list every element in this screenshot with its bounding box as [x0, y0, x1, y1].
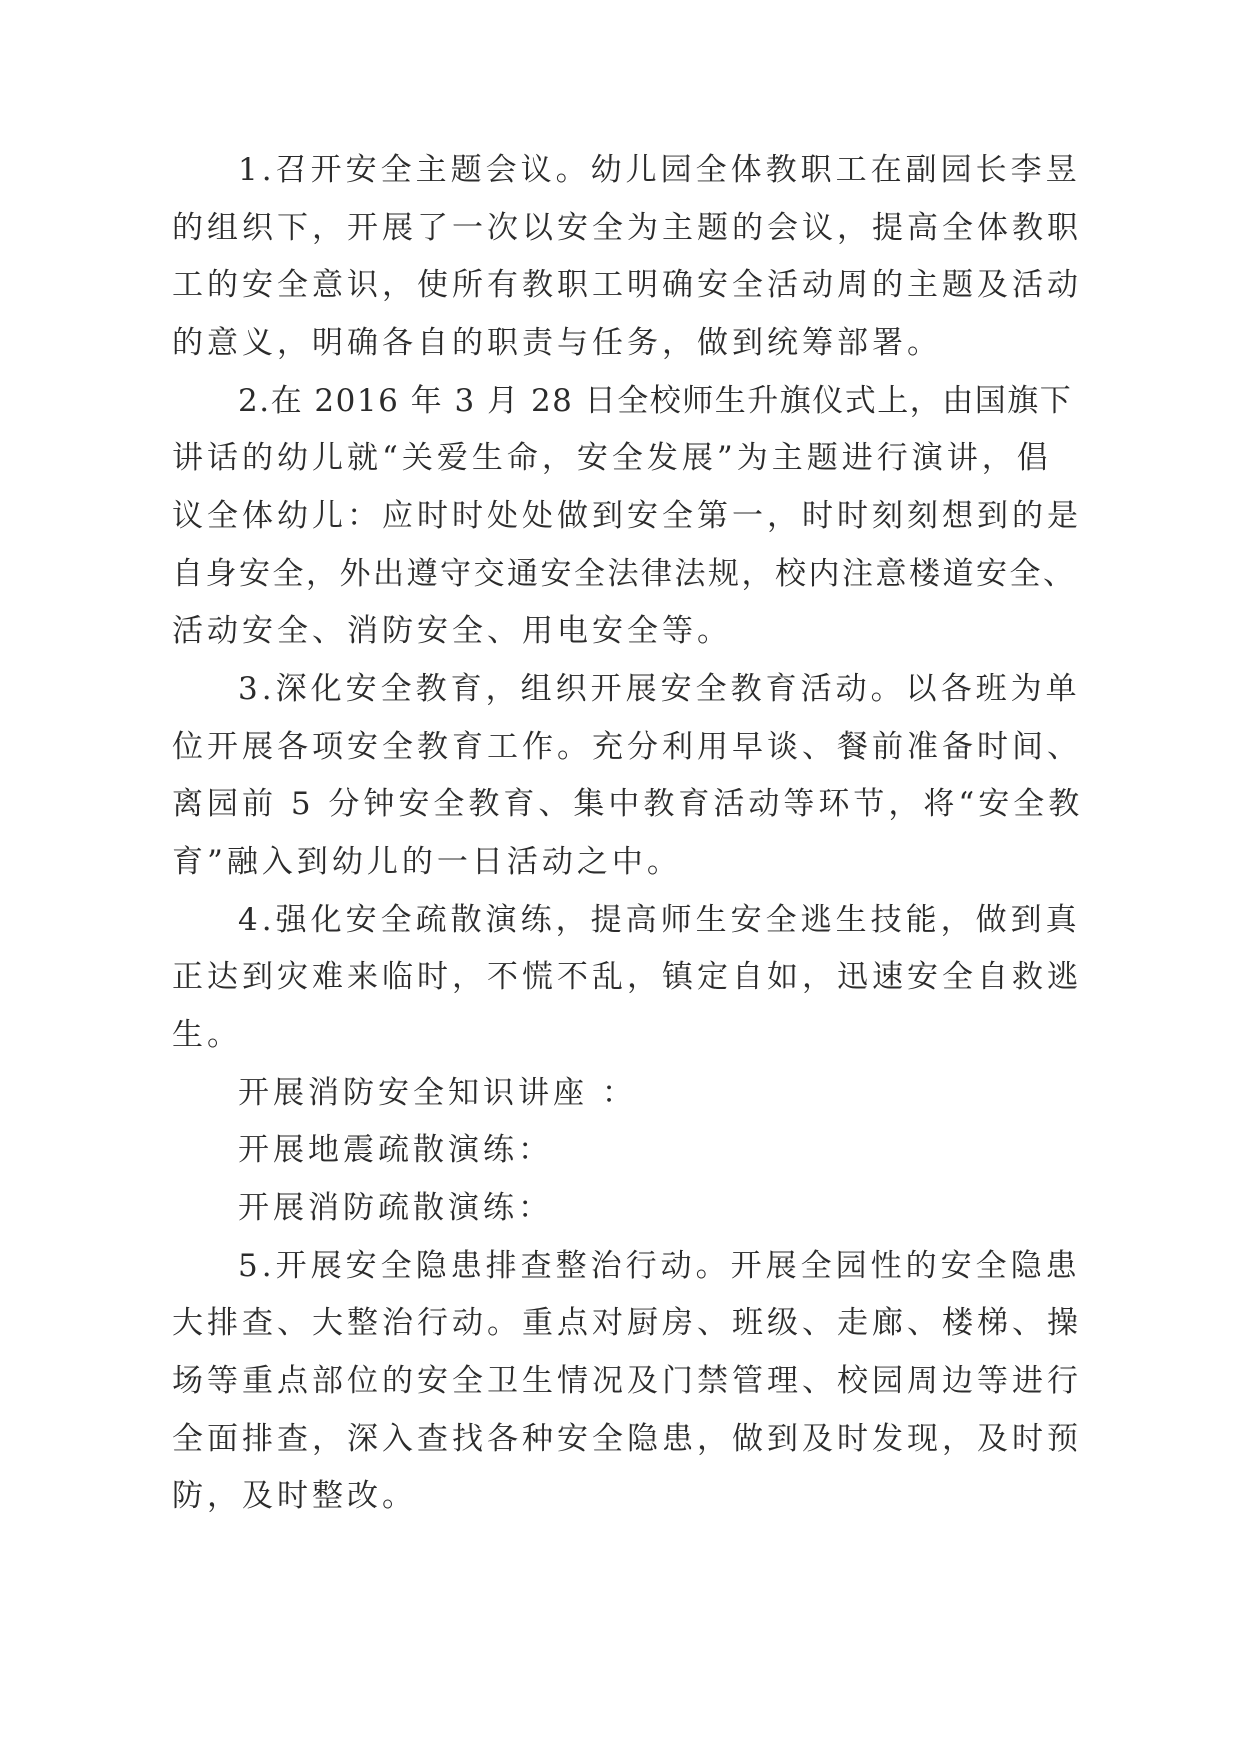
text-line-1: 1.召开安全主题会议。幼儿园全体教职工在副园长李昱	[238, 152, 1081, 188]
text-line-15: 正达到灾难来临时，不慌不乱，镇定自如，迅速安全自救逃	[172, 959, 1082, 995]
text-line-16: 生。	[172, 1017, 242, 1053]
text-line-21: 大排查、大整治行动。重点对厨房、班级、走廊、楼梯、操	[172, 1305, 1082, 1341]
text-line-22: 场等重点部位的安全卫生情况及门禁管理、校园周边等进行	[172, 1363, 1082, 1399]
text-line-6: 讲话的幼儿就“关爱生命，安全发展”为主题进行演讲，倡	[172, 440, 1052, 476]
text-line-17: 开展消防安全知识讲座 ：	[238, 1075, 637, 1111]
text-line-12: 离园前 5 分钟安全教育、集中教育活动等环节，将“安全教	[172, 786, 1084, 822]
text-line-24: 防，及时整改。	[172, 1478, 417, 1514]
text-line-13: 育”融入到幼儿的一日活动之中。	[172, 844, 682, 880]
text-line-14: 4.强化安全疏散演练，提高师生安全逃生技能，做到真	[238, 902, 1081, 938]
text-line-23: 全面排查，深入查找各种安全隐患，做到及时发现，及时预	[172, 1421, 1082, 1457]
text-line-19: 开展消防疏散演练：	[238, 1190, 553, 1226]
text-line-9: 活动安全、消防安全、用电安全等。	[172, 613, 732, 649]
text-line-18: 开展地震疏散演练：	[238, 1132, 553, 1168]
text-line-7: 议全体幼儿：应时时处处做到安全第一，时时刻刻想到的是	[172, 498, 1082, 534]
text-line-10: 3.深化安全教育，组织开展安全教育活动。以各班为单	[238, 671, 1081, 707]
text-line-4: 的意义，明确各自的职责与任务，做到统筹部署。	[172, 325, 942, 361]
text-line-2: 的组织下，开展了一次以安全为主题的会议，提高全体教职	[172, 210, 1082, 246]
text-line-20: 5.开展安全隐患排查整治行动。开展全园性的安全隐患	[238, 1248, 1081, 1284]
text-line-8: 自身安全，外出遵守交通安全法律法规，校内注意楼道安全、	[172, 556, 1077, 592]
text-line-5: 2.在 2016 年 3 月 28 日全校师生升旗仪式上，由国旗下	[238, 383, 1073, 419]
text-line-3: 工的安全意识，使所有教职工明确安全活动周的主题及活动	[172, 267, 1082, 303]
text-line-11: 位开展各项安全教育工作。充分利用早谈、餐前准备时间、	[172, 729, 1082, 765]
